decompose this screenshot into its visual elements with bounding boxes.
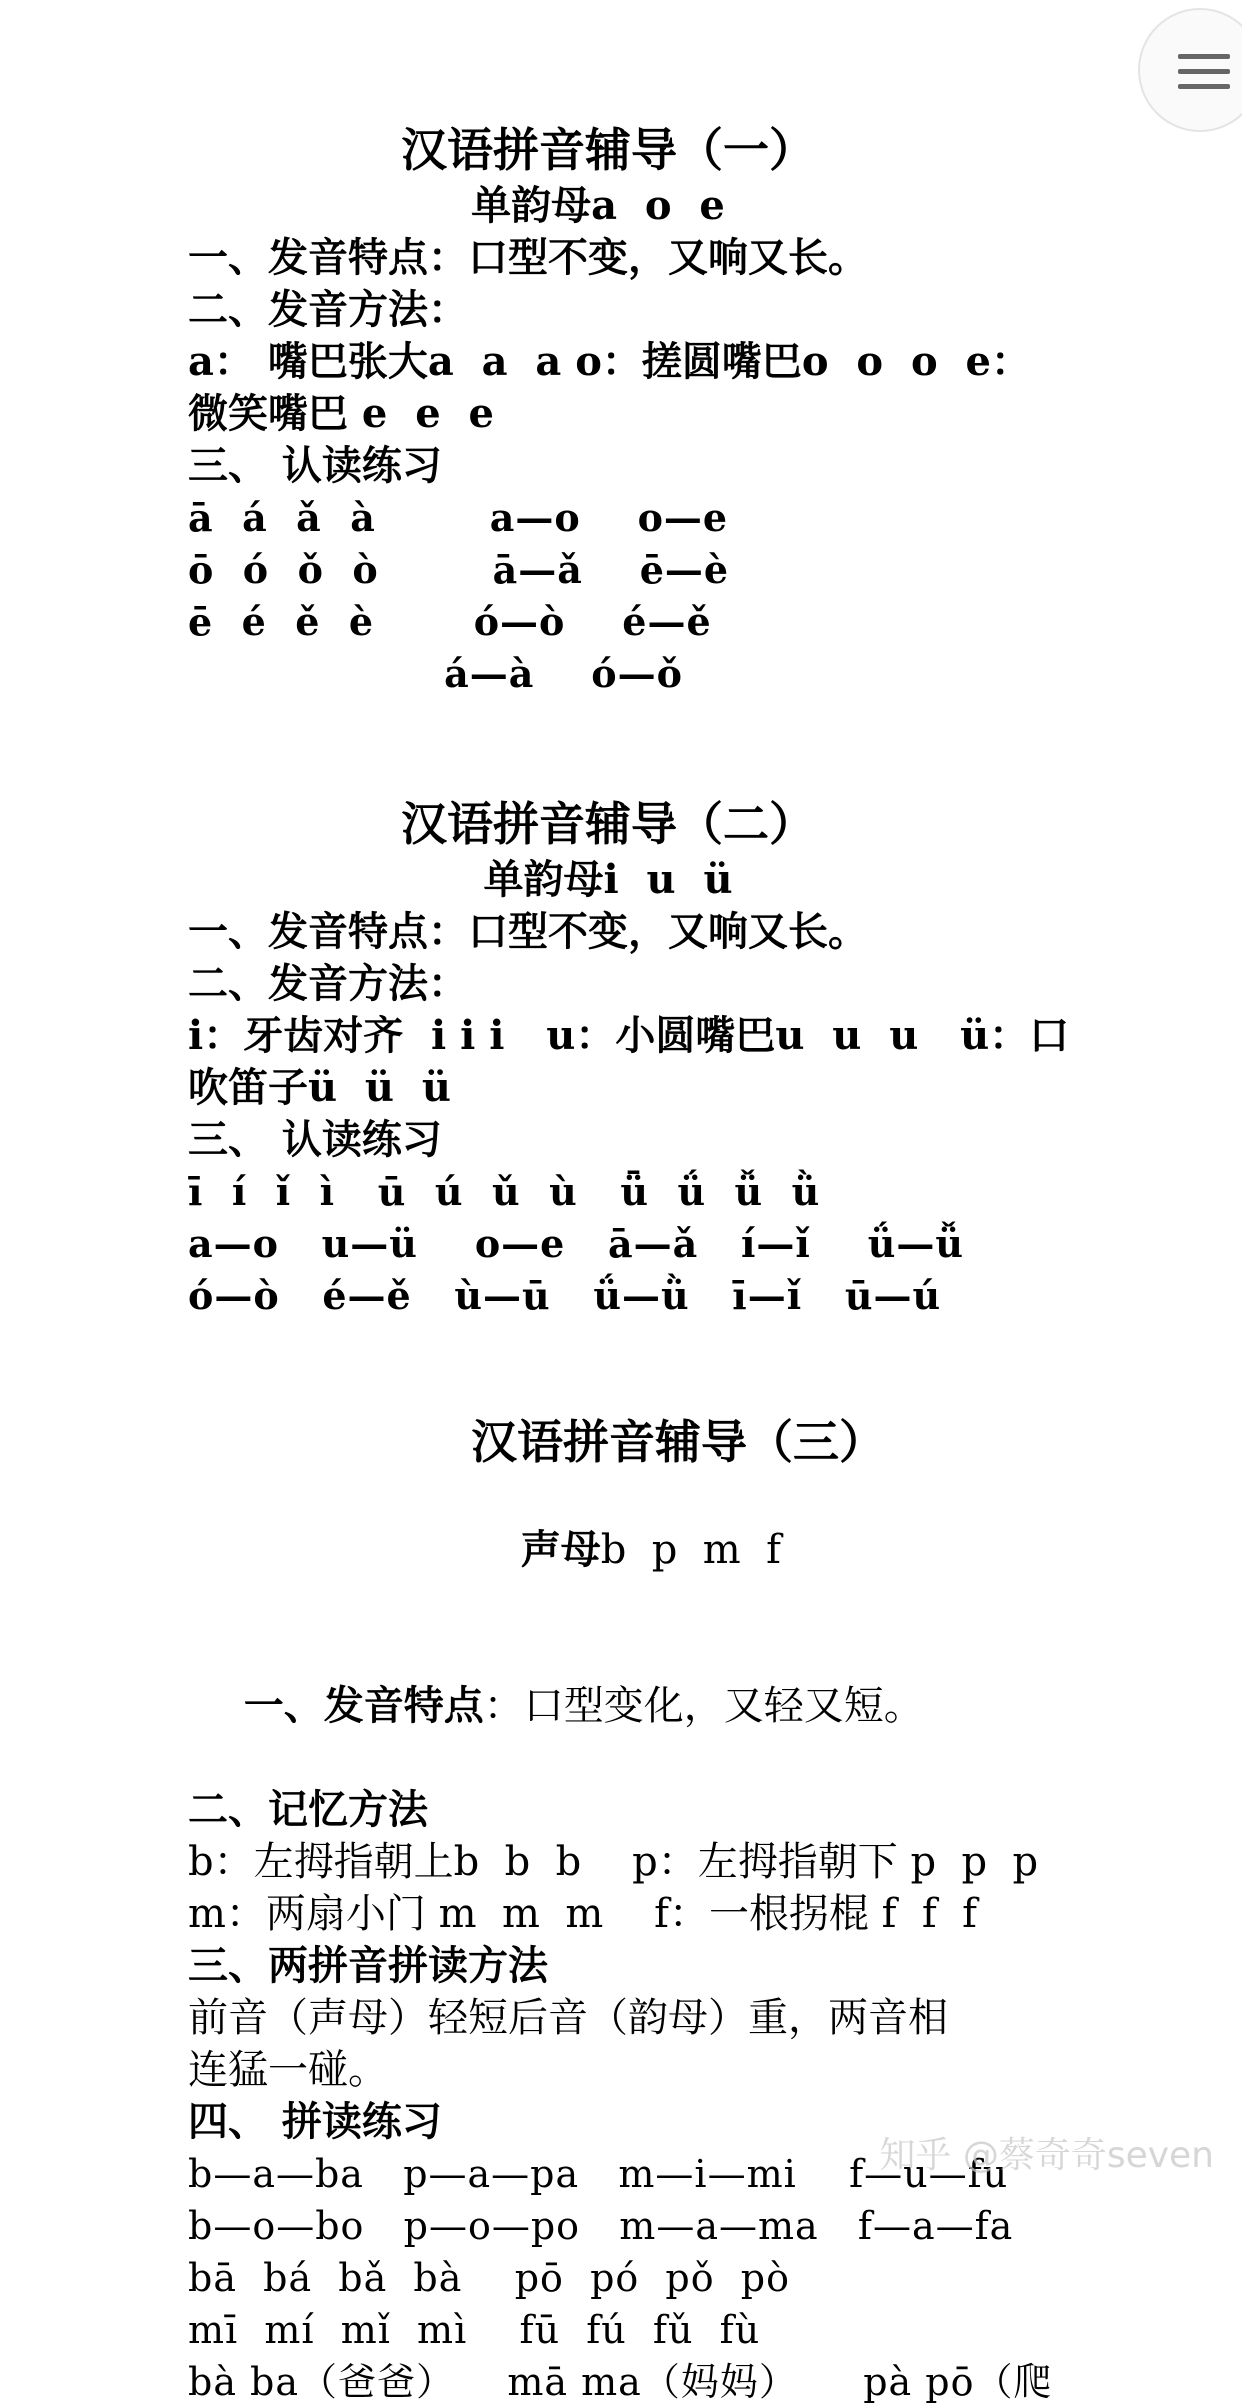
- section3-subtitle-letters: b p m f: [600, 1527, 781, 1573]
- section2-subtitle: 单韵母i u ü: [483, 856, 733, 903]
- section3-features: [188, 1628, 1068, 1784]
- section1-subtitle: 单韵母a o e: [471, 182, 725, 229]
- menu-icon-bar: [1178, 69, 1230, 74]
- section3-practice-row: b—o—bo p—o—po m—a—ma f—a—fa: [188, 2204, 1014, 2248]
- section3-subtitle: [178, 1472, 1068, 1628]
- menu-button[interactable]: [1138, 8, 1242, 132]
- section2-practice-heading: 三、 认读练习: [188, 1116, 442, 1163]
- section3-features-heading: 一、发音特点: [243, 1682, 484, 1729]
- section1-practice-row: ē é ě è ó—ò é—ě: [188, 599, 712, 644]
- section1-practice-row: ō ó ǒ ò ā—ǎ ē—è: [188, 547, 730, 592]
- section3-memory-heading: 二、记忆方法: [188, 1786, 428, 1833]
- section3-practice-row: bà ba（爸爸） mā ma（妈妈） pà pō（爬: [188, 2360, 1053, 2404]
- section3-spelling-line2: 连猛一碰。: [188, 2047, 388, 2093]
- section1-method-line2: 微笑嘴巴 e e e: [188, 390, 494, 437]
- section1-practice-heading: 三、 认读练习: [188, 442, 442, 489]
- section2-title: 汉语拼音辅导（二）: [401, 797, 815, 851]
- section3-title: 汉语拼音辅导（三）: [471, 1415, 885, 1469]
- section1-practice-row: ā á ǎ à a—o o—e: [188, 495, 729, 540]
- section3-practice-heading: 四、 拼读练习: [188, 2098, 442, 2145]
- section3-memory-line1: b：左拇指朝上b b b p：左拇指朝下 p p p: [188, 1839, 1039, 1885]
- section3-practice-row: b—a—ba p—a—pa m—i—mi f—u—fu: [188, 2152, 1009, 2196]
- section1-method-heading: 二、发音方法：: [188, 286, 468, 333]
- section1-method-line1: a： 嘴巴张大a a a o：搓圆嘴巴o o o e：: [188, 338, 1031, 385]
- section2-method-heading: 二、发音方法：: [188, 960, 468, 1007]
- section1-title: 汉语拼音辅导（一）: [401, 123, 815, 177]
- section2-features: 一、发音特点：口型不变，又响又长。: [188, 908, 868, 955]
- section3-practice-row: bā bá bǎ bà pō pó pǒ pò: [188, 2256, 790, 2300]
- section3-spelling-line1: 前音（声母）轻短后音（韵母）重，两音相: [188, 1995, 948, 2041]
- section2-method-line2: 吹笛子ü ü ü: [188, 1064, 451, 1111]
- section2-practice-row: a—o u—ü o—e ā—ǎ í—ǐ ǘ—ǚ: [188, 1221, 965, 1266]
- section1-features: 一、发音特点：口型不变，又响又长。: [188, 234, 868, 281]
- section3-practice-row: mī mí mǐ mì fū fú fǔ fù: [188, 2308, 761, 2352]
- section2-practice-row: ó—ò é—ě ù—ū ǘ—ǜ ī—ǐ ū—ú: [188, 1273, 942, 1318]
- section3-spelling-heading: 三、两拼音拼读方法: [188, 1942, 548, 1989]
- section2-practice-row: ī í ǐ ì ū ú ǔ ù ǖ ǘ ǚ ǜ: [188, 1169, 821, 1214]
- section3-memory-line2: m：两扇小门 m m m f：一根拐棍 f f f: [188, 1891, 977, 1937]
- article-content: [188, 120, 1068, 2408]
- watermark: 知乎 @蔡奇奇seven: [879, 2135, 1214, 2176]
- menu-icon-bar: [1178, 84, 1230, 89]
- section3-subtitle-bold: 声母: [520, 1526, 601, 1573]
- hamburger-menu-icon: [1178, 54, 1230, 59]
- section2-method-line1: i：牙齿对齐 i i i u：小圆嘴巴u u u ü：口: [188, 1012, 1070, 1059]
- section3-features-text: ：口型变化，又轻又短。: [483, 1683, 924, 1729]
- section1-practice-row: á—à ó—ǒ: [188, 651, 683, 696]
